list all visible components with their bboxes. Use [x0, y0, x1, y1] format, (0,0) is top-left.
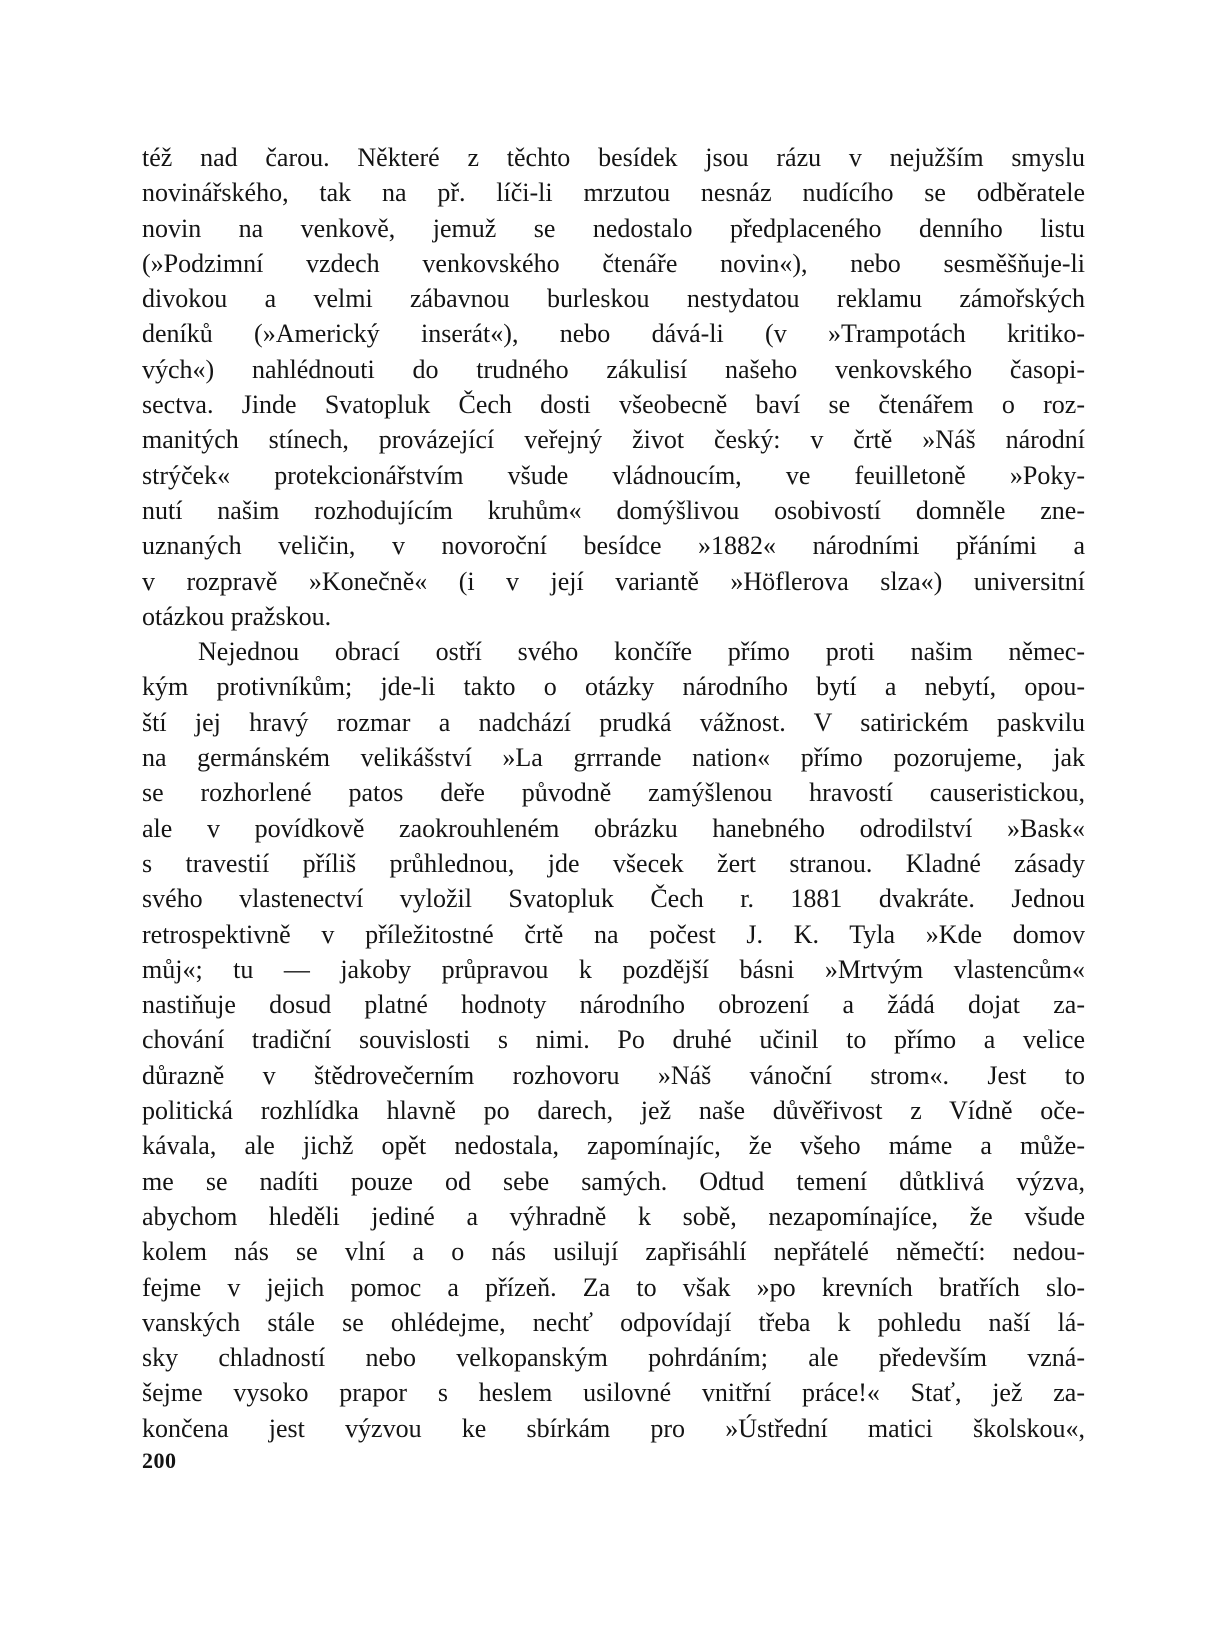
text-line: kolem nás se vlní a o nás usilují zapřisáhlí nepřátelé němečtí: nedou-	[142, 1237, 1085, 1267]
text-line: otázkou pražskou.	[142, 601, 332, 631]
text-line: novinářského, tak na př. líči-li mrzutou nesnáz nudícího se odběratele	[142, 178, 1085, 208]
text-line: nastiňuje dosud platné hodnoty národního obrození a žádá dojat za-	[142, 990, 1085, 1020]
text-line: nutí našim rozhodujícím kruhům« domýšlivou osobivostí domněle zne-	[142, 495, 1085, 525]
text-line: s travestií příliš průhlednou, jde všecek žert stranou. Kladné zásady	[142, 848, 1085, 878]
text-line: chování tradiční souvislosti s nimi. Po druhé učinil to přímo a velice	[142, 1025, 1085, 1055]
text-line: kým protivníkům; jde-li takto o otázky národního bytí a nebytí, opou-	[142, 672, 1085, 702]
text-line: šejme vysoko prapor s heslem usilovné vnitřní práce!« Stať, jež za-	[142, 1378, 1085, 1408]
text-line: sectva. Jinde Svatopluk Čech dosti všeobecně baví se čtenářem o roz-	[142, 390, 1085, 420]
text-line: deníků (»Americký inserát«), nebo dává-li (v »Trampotách kritiko-	[142, 319, 1085, 349]
text-line: též nad čarou. Některé z těchto besídek jsou rázu v nejužším smyslu	[142, 143, 1085, 172]
text-line: končena jest výzvou ke sbírkám pro »Ústřední matici školskou«,	[142, 1413, 1085, 1443]
text-line: abychom hleděli jediné a výhradně k sobě, nezapomínajíce, že všude	[142, 1201, 1085, 1231]
text-line: fejme v jejich pomoc a přízeň. Za to však »po krevních bratřích slo-	[142, 1272, 1085, 1302]
text-line: retrospektivně v příležitostné črtě na počest J. K. Tyla »Kde domov	[142, 919, 1085, 949]
text-line: me se nadíti pouze od sebe samých. Odtud temení důtklivá výzva,	[142, 1166, 1085, 1196]
text-line: kávala, ale jichž opět nedostala, zapomínajíc, že všeho máme a může-	[142, 1131, 1085, 1161]
text-line: sky chladností nebo velkopanským pohrdáním; ale především vzná-	[142, 1343, 1085, 1373]
text-line: (»Podzimní vzdech venkovského čtenáře novin«), nebo sesměšňuje-li	[142, 248, 1085, 278]
text-line: na germánském velikášství »La grrrande nation« přímo pozorujeme, jak	[142, 743, 1085, 773]
body-text	[142, 140, 1085, 1446]
text-line: vanských stále se ohlédejme, nechť odpovídají třeba k pohledu naší lá-	[142, 1307, 1085, 1337]
paragraph	[142, 634, 1085, 1446]
text-line: se rozhorlené patos deře původně zamýšlenou hravostí causeristickou,	[142, 778, 1085, 808]
text-line: ští jej hravý rozmar a nadchází prudká vážnost. V satirickém paskvilu	[142, 707, 1085, 737]
text-line: divokou a velmi zábavnou burleskou nestydatou reklamu zámořských	[142, 284, 1085, 314]
text-line: svého vlastenectví vyložil Svatopluk Čech r. 1881 dvakráte. Jednou	[142, 884, 1085, 914]
text-line: Nejednou obrací ostří svého končíře přímo proti našim němec-	[198, 637, 1085, 667]
text-line: můj«; tu — jakoby průpravou k pozdější básni »Mrtvým vlastencům«	[142, 954, 1085, 984]
text-line: politická rozhlídka hlavně po darech, jež naše důvěřivost z Vídně oče-	[142, 1096, 1085, 1126]
text-line: důrazně v štědrovečerním rozhovoru »Náš vánoční strom«. Jest to	[142, 1060, 1085, 1090]
text-line: ale v povídkově zaokrouhleném obrázku hanebného odrodilství »Bask«	[142, 813, 1085, 843]
paragraph	[142, 140, 1085, 634]
page-number: 200	[142, 1448, 177, 1473]
text-line: vých«) nahlédnouti do trudného zákulisí našeho venkovského časopi-	[142, 354, 1085, 384]
text-line: manitých stínech, provázející veřejný život český: v črtě »Náš národní	[142, 425, 1085, 455]
text-line: v rozpravě »Konečně« (i v její variantě »Höflerova slza«) universitní	[142, 566, 1085, 596]
text-line: uznaných veličin, v novoroční besídce »1882« národními přáními a	[142, 531, 1085, 561]
text-line: novin na venkově, jemuž se nedostalo předplaceného denního listu	[142, 213, 1085, 243]
text-line: strýček« protekcionářstvím všude vládnoucím, ve feuilletoně »Poky-	[142, 460, 1085, 490]
